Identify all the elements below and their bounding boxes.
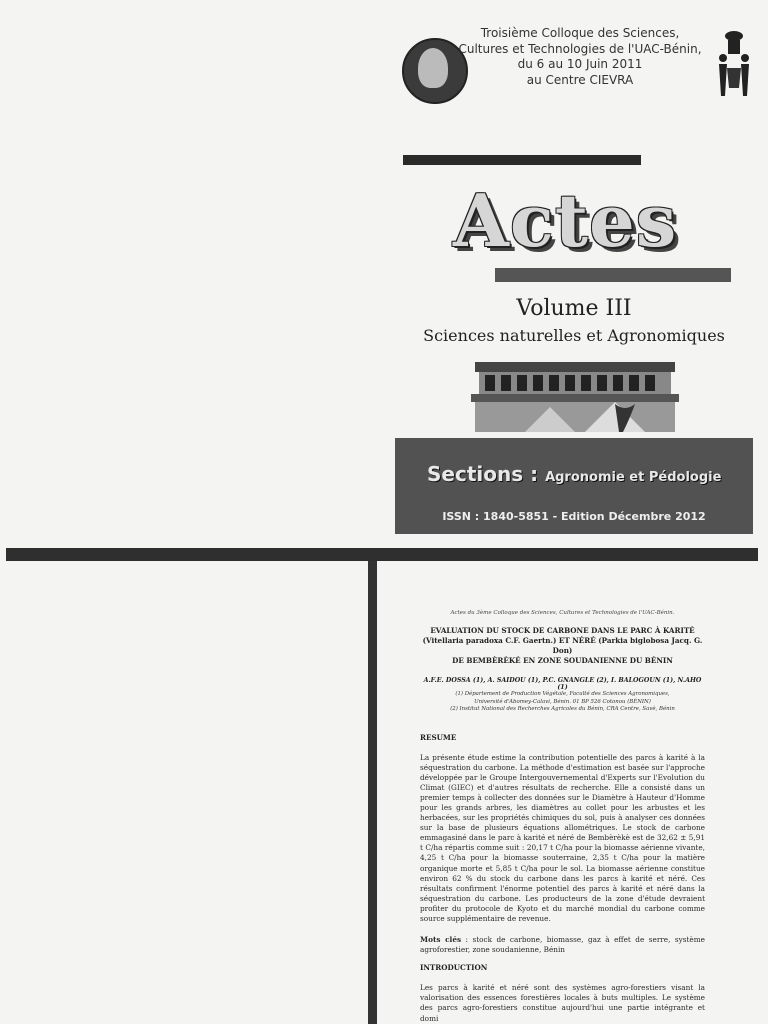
running-head: Actes du 3ème Colloque des Sciences, Cultures et Technologies de l'UAC-Bénin. bbox=[450, 610, 675, 616]
article-page bbox=[420, 600, 705, 1024]
volume-subtitle: Sciences naturelles et Agronomiques bbox=[423, 326, 725, 345]
conference-info bbox=[455, 26, 705, 88]
cover-page bbox=[395, 0, 753, 540]
page-divider-vertical bbox=[368, 561, 377, 1024]
conference-line: Cultures et Technologies de l'UAC-Bénin, bbox=[458, 41, 702, 56]
decorative-bar bbox=[403, 155, 641, 165]
sections-value: Agronomie et Pédologie bbox=[545, 470, 722, 485]
authors: A.F.E. DOSSA (1), A. SAIDOU (1), P.C. GNANGLE (2), I. BALOGOUN (1), N.AHO (1) bbox=[423, 677, 702, 691]
intro-heading: INTRODUCTION bbox=[420, 963, 488, 973]
conference-line: au Centre CIEVRA bbox=[526, 72, 634, 87]
title-line: (Vitellaria paradoxa C.F. Gaertn.) ET NÉRÉ (Parkia biglobosa Jacq. G. Don) bbox=[422, 636, 703, 655]
resume-text: La présente étude estime la contribution potentielle des parcs à karité à la séquestration du carbone. La méthode d'estimation est basée sur l'approche développée par le Groupe Intergouvernemental d'Experts sur l'Evolution du Climat (GIEC) et d'autres résultats de recherche. Elle a consisté dans un premier temps à collecter des données sur le Diamètre à Hauteur d'Homme pour les grands arbres, les diamètres au collet pour les arbustes et les herbacées, sur les propriétés chimiques du sol, puis à analyser ces données sur la base de plusieurs équations allométriques. Le stock de carbone emmagasiné dans le parc à karité et néré de Bembèrèkè est de 32,62 ± 5,91 t C/ha répartis comme suit : 20,17 t C/ha pour la biomasse aérienne vivante, 4,25 t C/ha pour la biomasse souterraine, 2,35 t C/ha pour la matière organique morte et 5,85 t C/ha pour le sol. La biomasse aérienne constitue environ 62 % du stock du carbone dans les parcs à karité et néré. Ces résultats confirment l'énorme potentiel des parcs à karité et néré dans la séquestration du carbone. Les producteurs de la zone d'étude devraient profiter du protocole de Kyoto et du marché mondial du carbone comme source supplémentaire de revenue. bbox=[420, 752, 705, 923]
title-plate bbox=[495, 268, 731, 282]
affiliation-line: (2) Institut National des Recherches Agricoles du Bénin, CRA Centre, Savè, Bénin bbox=[450, 706, 675, 712]
title-line: EVALUATION DU STOCK DE CARBONE DANS LE PARC À KARITÉ bbox=[430, 626, 695, 635]
volume-title: Volume III bbox=[516, 296, 632, 321]
issn-line: ISSN : 1840-5851 - Edition Décembre 2012 bbox=[442, 510, 706, 523]
intro-text: Les parcs à karité et néré sont des systèmes agro-forestiers visant la valorisation des essences forestières locales à buts multiples. Le système des parcs agro-forestiers constitue aujourd'hui une partie intégrante et domi bbox=[420, 983, 705, 1023]
keywords-text: : stock de carbone, biomasse, gaz à effet de serre, système agroforestier, zone soudanienne, Bénin bbox=[420, 935, 705, 955]
conference-line: du 6 au 10 Juin 2011 bbox=[517, 57, 643, 71]
title-line: DE BEMBÈRÈKÉ EN ZONE SOUDANIENNE DU BÉNIN bbox=[452, 656, 673, 665]
building-photo bbox=[465, 352, 685, 442]
affiliations bbox=[420, 691, 705, 714]
affiliation-line: (1) Département de Production Végétale, Faculté des Sciences Agronomiques, bbox=[455, 691, 670, 697]
article-title bbox=[420, 626, 705, 666]
brand-title: Actes bbox=[453, 178, 678, 263]
keywords bbox=[420, 935, 705, 955]
conference-line: Troisième Colloque des Sciences, bbox=[480, 26, 680, 40]
sections-heading bbox=[427, 462, 721, 486]
keywords-label: Mots clés bbox=[420, 935, 462, 945]
sections-label: Sections : bbox=[427, 462, 539, 486]
affiliation-line: Université d'Abomey-Calavi, Bénin. 01 BP 526 Cotonou (BÉNIN) bbox=[474, 698, 651, 705]
page-divider-horizontal bbox=[6, 548, 758, 561]
resume-heading: RESUME bbox=[420, 732, 457, 742]
figures-emblem-icon bbox=[713, 28, 755, 98]
